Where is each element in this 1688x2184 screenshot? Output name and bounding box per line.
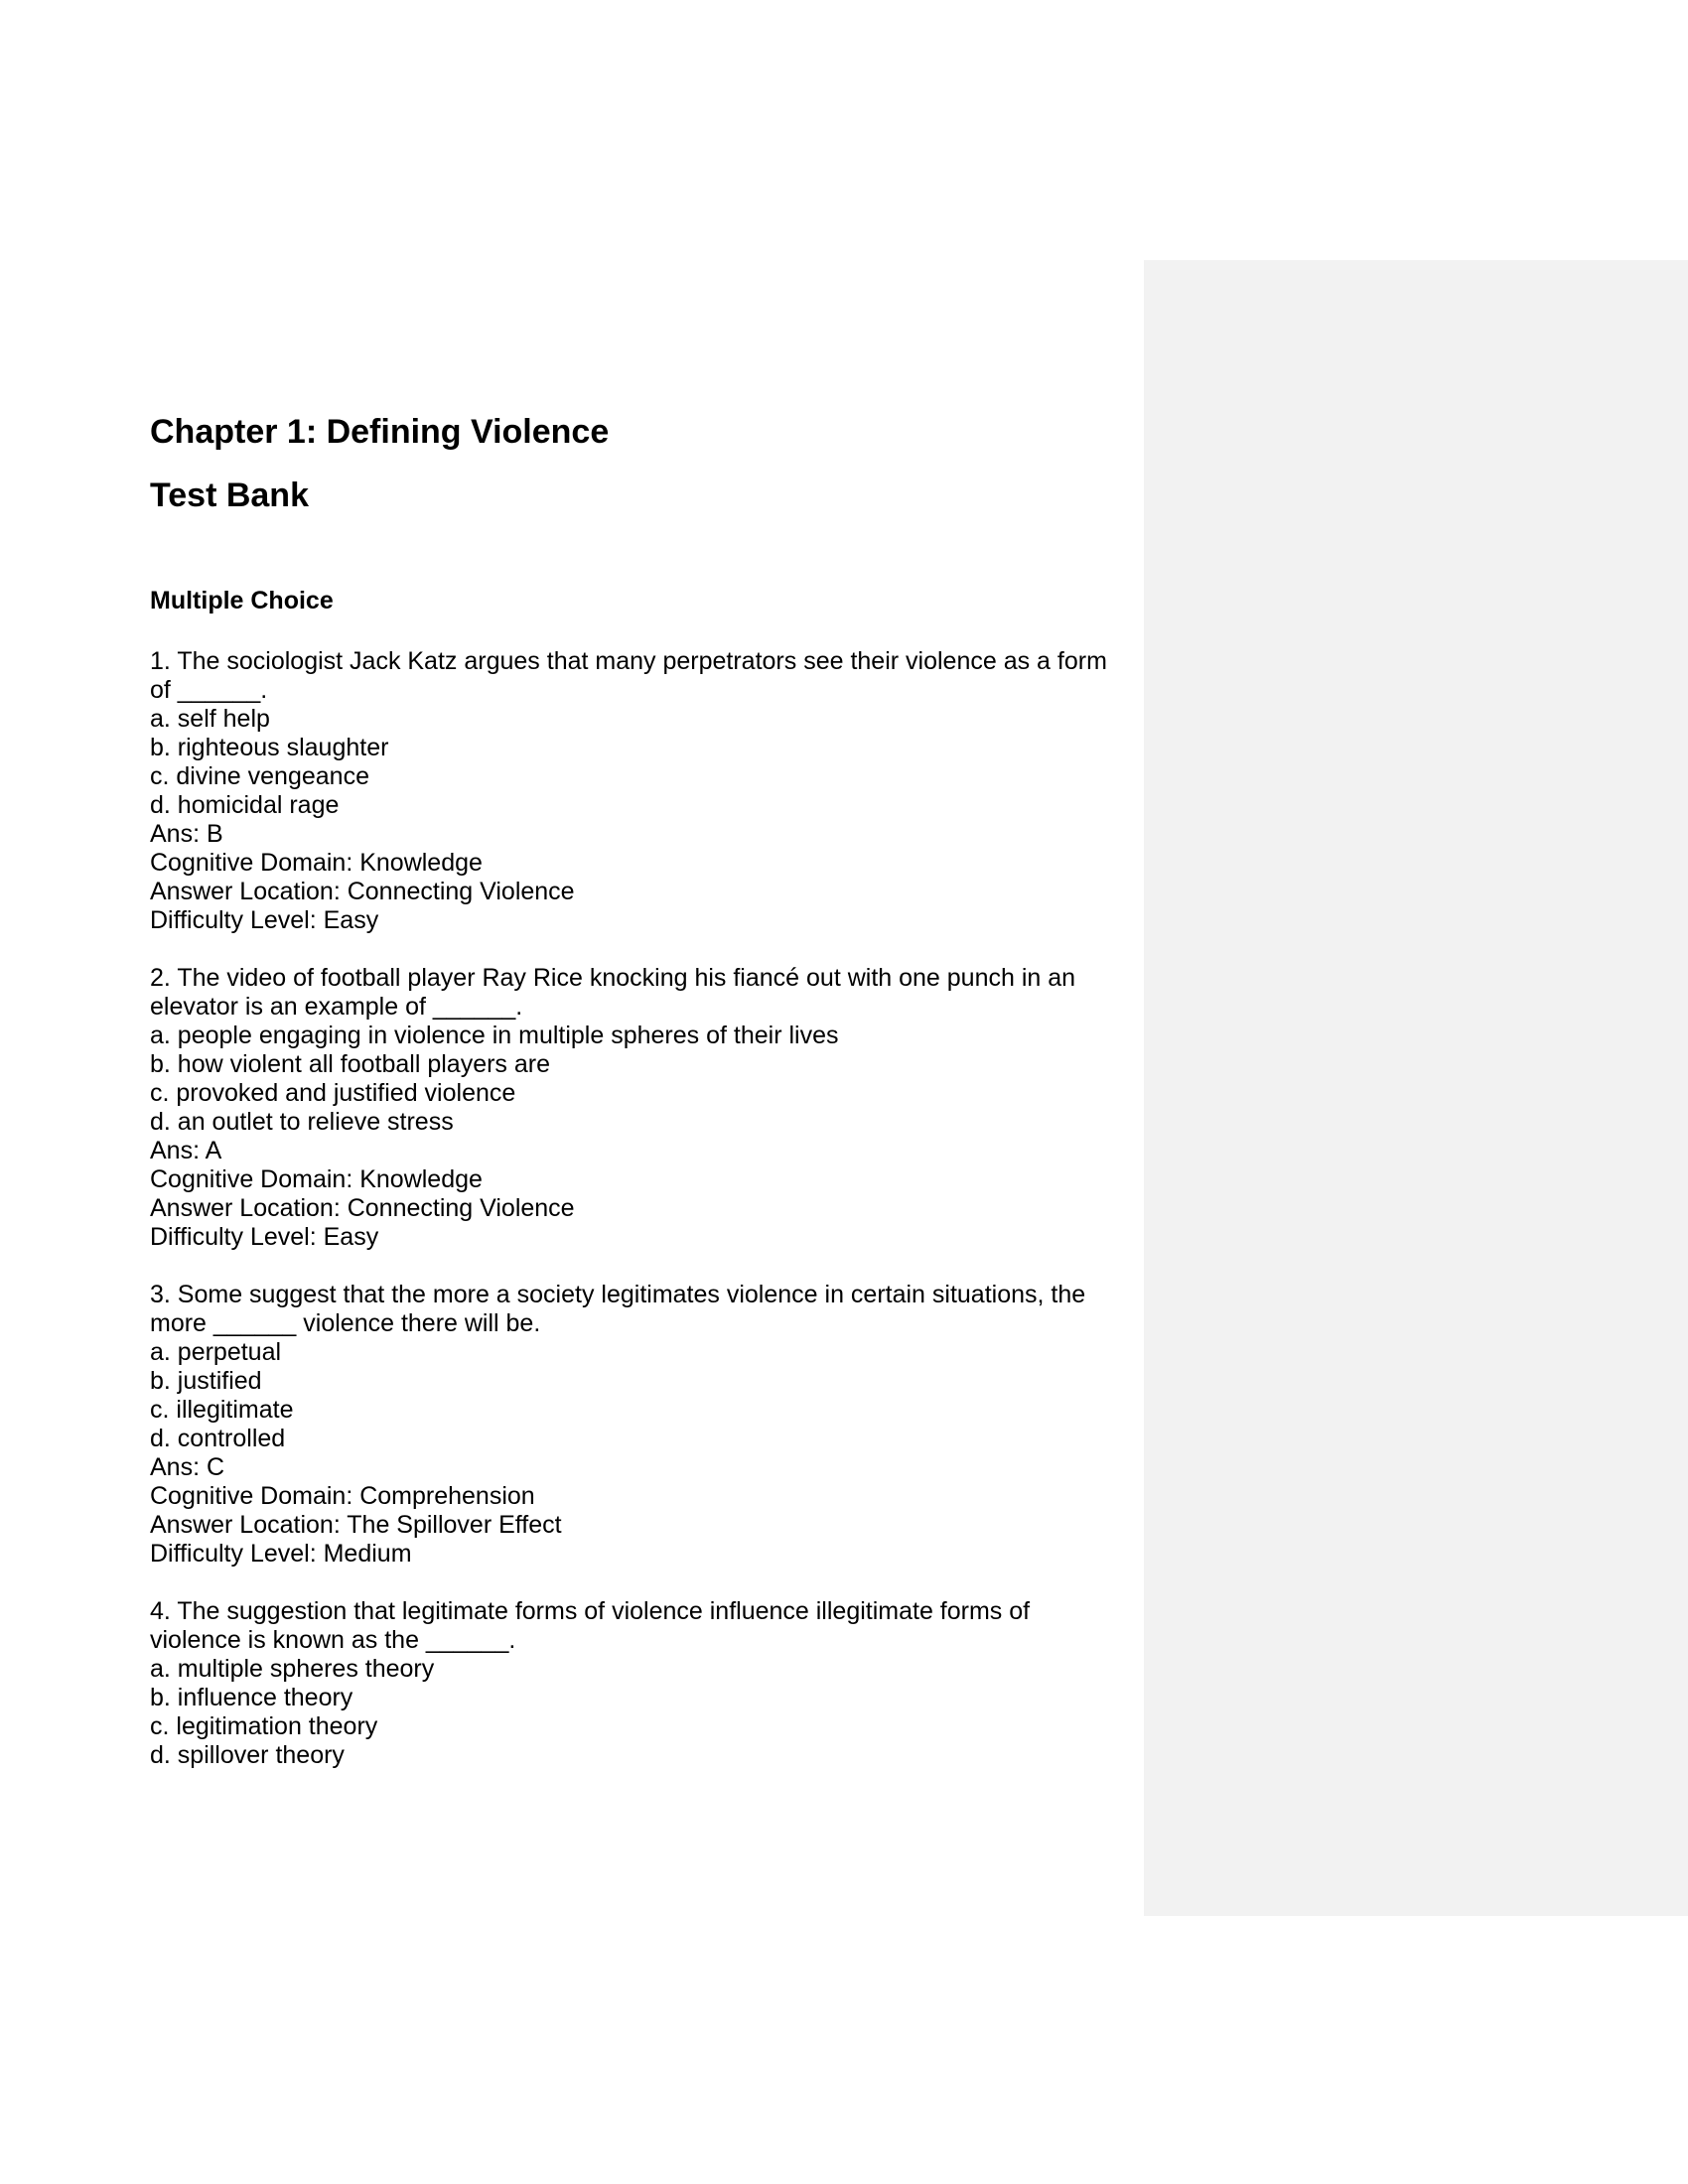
correct-answer: Ans: A [150, 1137, 222, 1164]
cognitive-domain: Cognitive Domain: Knowledge [150, 849, 483, 877]
question-stem-continued: of ______. [150, 676, 268, 704]
question-4 [150, 1597, 1133, 1770]
question-list [150, 647, 1133, 1770]
answer-option-d: d. controlled [150, 1425, 286, 1452]
answer-option-d: d. homicidal rage [150, 791, 340, 819]
difficulty-level: Difficulty Level: Medium [150, 1540, 412, 1568]
cognitive-domain: Cognitive Domain: Knowledge [150, 1165, 483, 1193]
answer-option-b: b. how violent all football players are [150, 1050, 551, 1078]
question-stem: 1. The sociologist Jack Katz argues that many perpetrators see their violence as a form [150, 647, 1107, 675]
comment-margin-panel [1144, 260, 1688, 1916]
correct-answer: Ans: B [150, 820, 223, 848]
answer-option-b: b. influence theory [150, 1684, 353, 1711]
answer-option-a: a. perpetual [150, 1338, 282, 1366]
difficulty-level: Difficulty Level: Easy [150, 906, 379, 934]
answer-option-d: d. spillover theory [150, 1741, 345, 1769]
question-stem: 4. The suggestion that legitimate forms of violence influence illegitimate forms of [150, 1597, 1031, 1625]
answer-option-a: a. multiple spheres theory [150, 1655, 435, 1683]
cognitive-domain: Cognitive Domain: Comprehension [150, 1482, 535, 1510]
answer-location: Answer Location: Connecting Violence [150, 1194, 575, 1222]
question-stem: 3. Some suggest that the more a society legitimates violence in certain situations, the [150, 1281, 1086, 1308]
answer-option-b: b. justified [150, 1367, 262, 1395]
answer-location: Answer Location: The Spillover Effect [150, 1511, 562, 1539]
question-stem-continued: violence is known as the ______. [150, 1626, 516, 1654]
question-1 [150, 647, 1133, 935]
question-stem: 2. The video of football player Ray Rice knocking his fiancé out with one punch in an [150, 964, 1076, 992]
answer-option-a: a. people engaging in violence in multiple spheres of their lives [150, 1022, 839, 1049]
correct-answer: Ans: C [150, 1453, 225, 1481]
question-stem-continued: more ______ violence there will be. [150, 1309, 541, 1337]
question-2 [150, 964, 1133, 1252]
answer-option-c: c. divine vengeance [150, 762, 369, 790]
answer-option-b: b. righteous slaughter [150, 734, 389, 761]
section-heading: Multiple Choice [150, 587, 334, 614]
question-stem-continued: elevator is an example of ______. [150, 993, 523, 1021]
answer-option-c: c. legitimation theory [150, 1712, 378, 1740]
answer-location: Answer Location: Connecting Violence [150, 878, 575, 905]
answer-option-d: d. an outlet to relieve stress [150, 1108, 454, 1136]
answer-option-c: c. provoked and justified violence [150, 1079, 516, 1107]
answer-option-a: a. self help [150, 705, 270, 733]
chapter-title: Chapter 1: Defining Violence [150, 413, 610, 451]
answer-option-c: c. illegitimate [150, 1396, 294, 1424]
difficulty-level: Difficulty Level: Easy [150, 1223, 379, 1251]
question-3 [150, 1281, 1133, 1569]
document-body [150, 407, 1133, 1799]
document-subtitle: Test Bank [150, 477, 309, 514]
